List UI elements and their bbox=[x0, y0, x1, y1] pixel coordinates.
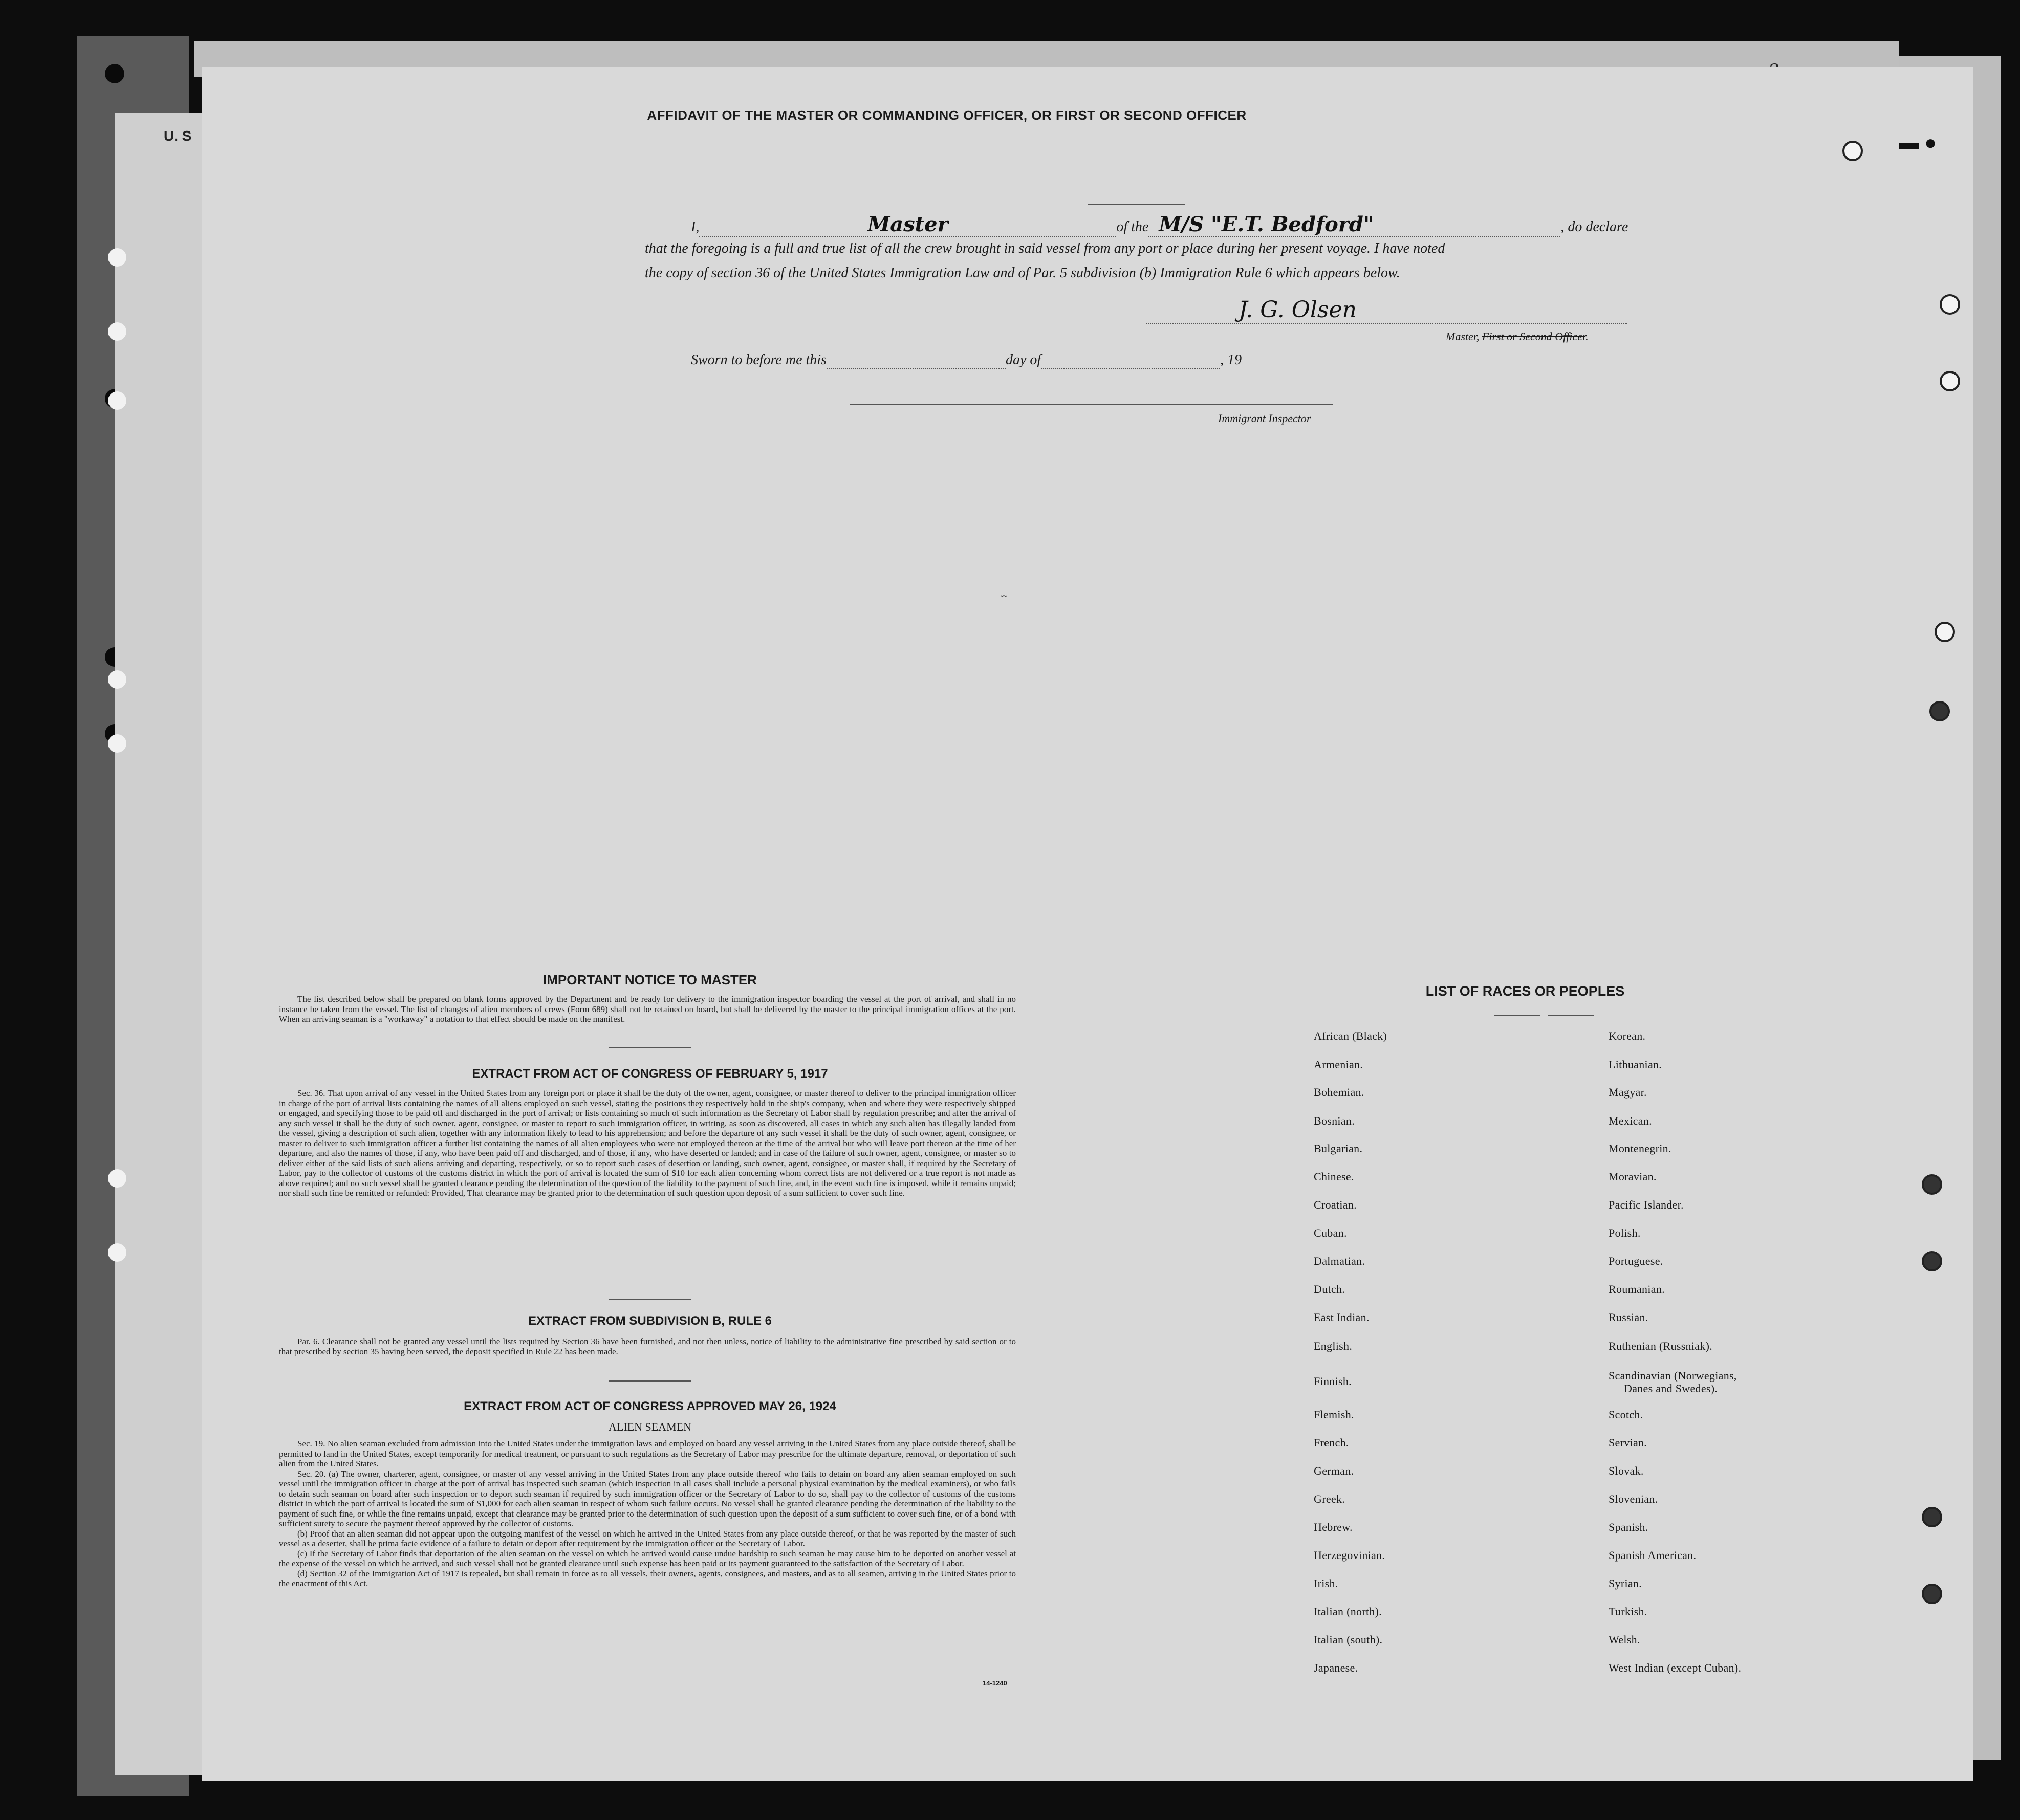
extract-rule6-title: EXTRACT FROM SUBDIVISION B, RULE 6 bbox=[528, 1314, 772, 1328]
declaration-prefix: I, bbox=[691, 219, 700, 235]
left-edge-mark: U. S bbox=[164, 128, 192, 144]
divider bbox=[1548, 1015, 1594, 1016]
signature-title-master: Master, bbox=[1446, 330, 1480, 343]
extract-1924-text bbox=[279, 1439, 1016, 1589]
punch-hole bbox=[1940, 371, 1960, 391]
punch-hole bbox=[108, 670, 126, 689]
race-item: Scotch. bbox=[1609, 1408, 1643, 1421]
punch-hole bbox=[1842, 141, 1863, 161]
signature-title: Master, First or Second Officer. bbox=[1446, 330, 1589, 343]
race-item: Pacific Islander. bbox=[1609, 1198, 1684, 1211]
extract-rule6-paragraph: Par. 6. Clearance shall not be granted any vessel until the lists required by Section 36 have been furnished, and not then unless, notice of liability to the administrative fine prescribed by said section or to that prescribed by section 35 having been served, the deposit specified in Rule 22 has been made. bbox=[279, 1336, 1016, 1356]
race-item: Welsh. bbox=[1609, 1633, 1640, 1646]
master-signature: J. G. Olsen bbox=[1239, 297, 1357, 323]
race-item: Bulgarian. bbox=[1314, 1142, 1363, 1155]
race-item: Montenegrin. bbox=[1609, 1142, 1671, 1155]
race-item: Croatian. bbox=[1314, 1198, 1357, 1211]
race-item: Bohemian. bbox=[1314, 1086, 1364, 1099]
extract-1917-paragraph: Sec. 36. That upon arrival of any vessel in the United States from any foreign port or place it shall be the duty of the owner, agent, consignee, or master thereof to deliver to the principal immigration officer in charge of the port of arrival lists containing the names of all aliens employed on such vessel, stating the positions they respectively hold in the ship's company, when and where they were respectively shipped or engaged, and specifying those to be paid off and discharged in the port of arrival; or lists containing so much of such information as the Secretary of Labor shall by regulation prescribe; and after the arrival of any such vessel it shall be the duty of such owner, agent, consignee, or master to report to such immigration officer, in writing, as soon as discovered, all cases in which any such alien has illegally landed from the vessel, giving a description of such alien, together with any information likely to lead to his apprehension; and before the departure of any such vessel it shall be the duty of such owner, agent, consignee, or master to deliver to such immigration officer a further list containing the names of all alien employees who were not employed thereon at the time of the arrival but who will leave port thereon at the time of her departure, and also the names of those, if any, who have been paid off and discharged, and of those, if any, who have deserted or landed; and in case of the failure of such owner, agent, consignee, or master so to deliver either of the said lists of such aliens arriving and departing, respectively, or so to report such cases of desertion or landing, such owner, agent, consignee, or master shall, if required by the Secretary of Labor, pay to the collector of customs of the customs district in which the port of arrival is located the sum of $10 for each alien concerning whom correct lists are not delivered or a true report is not made as above required; and no such vessel shall be granted clearance pending the determination of the question of the liability to the payment of such fine, and, in the event such fine is imposed, while it remains unpaid; nor shall such fine be remitted or refunded: Provided, That clearance may be granted prior to the determination of such question upon deposit of a sum sufficient to cover such fine. bbox=[279, 1088, 1016, 1198]
extract-1924-paragraph: Sec. 19. No alien seaman excluded from admission into the United States under the immigration laws and employed on board any vessel arriving in the United States from any place outside thereof, shall be permitted to land in the United States, except temporarily for medical treatment, or pursuant to such regulations as the Secretary of Labor may prescribe for the ultimate departure, removal, or deportation of such alien from the United States. bbox=[279, 1439, 1016, 1468]
form-number: 14-1240 bbox=[983, 1679, 1007, 1687]
signature-title-struck: First or Second Officer bbox=[1482, 330, 1586, 343]
declaration-suffix: , do declare bbox=[1560, 219, 1628, 235]
of-the-label: of the bbox=[1116, 219, 1149, 235]
sworn-year-label: , 19 bbox=[1220, 352, 1242, 368]
punch-hole bbox=[1940, 294, 1960, 315]
races-title: LIST OF RACES OR PEOPLES bbox=[1425, 983, 1625, 999]
race-item: Roumanian. bbox=[1609, 1283, 1665, 1296]
race-item: Flemish. bbox=[1314, 1408, 1354, 1421]
race-item: Turkish. bbox=[1609, 1605, 1647, 1618]
affidavit-title: AFFIDAVIT OF THE MASTER OR COMMANDING OFFICER, OR FIRST OR SECOND OFFICER bbox=[647, 107, 1247, 123]
race-item: Finnish. bbox=[1314, 1375, 1352, 1388]
race-item: Herzegovinian. bbox=[1314, 1549, 1385, 1562]
divider bbox=[609, 1047, 691, 1048]
punch-hole bbox=[108, 734, 126, 753]
divider bbox=[1088, 204, 1185, 205]
extract-1924-paragraph: (b) Proof that an alien seaman did not appear upon the outgoing manifest of the vessel on which he arrived in the United States from any place outside thereof, or that he was reported by the master of such vessel as a deserter, shall be prima facie evidence of a failure to detain or deport after requirement by the immigration officer or the Secretary of Labor. bbox=[279, 1528, 1016, 1548]
race-item: Syrian. bbox=[1609, 1577, 1642, 1590]
race-item: Portuguese. bbox=[1609, 1255, 1663, 1267]
ink-mark: ▬ ● bbox=[1899, 131, 1937, 154]
punch-hole bbox=[1922, 1584, 1942, 1604]
race-item: Spanish. bbox=[1609, 1521, 1648, 1533]
race-item: Greek. bbox=[1314, 1493, 1345, 1505]
race-item: Cuban. bbox=[1314, 1226, 1347, 1239]
race-item: English. bbox=[1314, 1340, 1353, 1352]
extract-1924-subtitle: ALIEN SEAMEN bbox=[609, 1420, 691, 1433]
punch-hole bbox=[1929, 701, 1950, 721]
extract-1917-text bbox=[279, 1088, 1016, 1198]
divider bbox=[609, 1380, 691, 1382]
inspector-label: Immigrant Inspector bbox=[1218, 412, 1311, 425]
race-item: Ruthenian (Russniak). bbox=[1609, 1340, 1713, 1352]
race-item: Bosnian. bbox=[1314, 1114, 1355, 1127]
race-item: Polish. bbox=[1609, 1226, 1641, 1239]
sworn-day-label: day of bbox=[1005, 352, 1041, 368]
punch-hole bbox=[108, 391, 126, 410]
race-item: Japanese. bbox=[1314, 1661, 1358, 1674]
sworn-line bbox=[691, 352, 1242, 369]
race-item: Dutch. bbox=[1314, 1283, 1345, 1296]
race-item: Magyar. bbox=[1609, 1086, 1647, 1099]
race-item: Armenian. bbox=[1314, 1058, 1363, 1071]
extract-1924-paragraph: (d) Section 32 of the Immigration Act of 1917 is repealed, but shall remain in force as to all vessels, their owners, agents, consignees, and masters, and as to all seamen, arriving in the United States prior to the enactment of this Act. bbox=[279, 1568, 1016, 1588]
race-item: Slovak. bbox=[1609, 1464, 1644, 1477]
race-item: Russian. bbox=[1609, 1311, 1648, 1324]
race-item: Dalmatian. bbox=[1314, 1255, 1365, 1267]
extract-1917-title: EXTRACT FROM ACT OF CONGRESS OF FEBRUARY 5, 1917 bbox=[472, 1067, 828, 1081]
notice-paragraph: The list described below shall be prepared on blank forms approved by the Department and be ready for delivery to the immigration inspector boarding the vessel at the port of arrival, and shall in no instance be taken from the vessel. The list of changes of alien members of crews (Form 689) shall not be retained on board, but shall be delivered by the master to the principal immigration offices at the port. When an arriving seaman is a "workaway" a notation to that effect should be made on the manifest. bbox=[279, 994, 1016, 1024]
punch-hole bbox=[1935, 622, 1955, 642]
punch-hole bbox=[108, 248, 126, 267]
extract-rule6-text bbox=[279, 1336, 1016, 1356]
race-item: Scandinavian (Norwegians, bbox=[1609, 1369, 1737, 1382]
punch-hole bbox=[108, 1169, 126, 1188]
binder-hole bbox=[105, 64, 124, 83]
sworn-prefix: Sworn to before me this bbox=[691, 352, 827, 368]
punch-hole bbox=[1922, 1507, 1942, 1527]
race-item: Lithuanian. bbox=[1609, 1058, 1662, 1071]
race-item: Irish. bbox=[1314, 1577, 1338, 1590]
declarant-name: Master bbox=[867, 212, 948, 236]
race-item: African (Black) bbox=[1314, 1029, 1387, 1042]
race-item: Slovenian. bbox=[1609, 1493, 1658, 1505]
divider bbox=[609, 1299, 691, 1300]
race-item: Moravian. bbox=[1609, 1170, 1657, 1183]
race-item: Chinese. bbox=[1314, 1170, 1354, 1183]
race-item: Hebrew. bbox=[1314, 1521, 1353, 1533]
declaration-line-2: that the foregoing is a full and true list of all the crew brought in said vessel from any port or place during her present voyage. I have noted bbox=[645, 240, 1445, 256]
race-item: Italian (north). bbox=[1314, 1605, 1382, 1618]
signature-line bbox=[1146, 323, 1627, 324]
race-item: Danes and Swedes). bbox=[1624, 1382, 1718, 1395]
extract-1924-title: EXTRACT FROM ACT OF CONGRESS APPROVED MAY 26, 1924 bbox=[464, 1399, 836, 1413]
punch-hole bbox=[1922, 1174, 1942, 1195]
extract-1924-paragraph: (c) If the Secretary of Labor finds that deportation of the alien seaman on the vessel on which he arrived would cause undue hardship to such seaman he may cause him to be deported on another vessel at the expense of the vessel on which he arrived, and such vessel shall not be granted clearance until such expense has been paid or its payment guaranteed to the satisfaction of the Secretary of Labor. bbox=[279, 1548, 1016, 1568]
declaration-line-3: the copy of section 36 of the United States Immigration Law and of Par. 5 subdivision (b) Immigration Rule 6 which appears below. bbox=[645, 265, 1400, 281]
race-item: Mexican. bbox=[1609, 1114, 1652, 1127]
race-item: Spanish American. bbox=[1609, 1549, 1697, 1562]
notice-title: IMPORTANT NOTICE TO MASTER bbox=[543, 972, 757, 988]
notice-text bbox=[279, 994, 1016, 1024]
vessel-name: M/S "E.T. Bedford" bbox=[1159, 212, 1374, 236]
inspector-signature-line bbox=[850, 404, 1333, 405]
race-item: Korean. bbox=[1609, 1029, 1646, 1042]
race-item: French. bbox=[1314, 1436, 1349, 1449]
punch-hole bbox=[1922, 1251, 1942, 1271]
race-item: West Indian (except Cuban). bbox=[1609, 1661, 1742, 1674]
declaration-line-1 bbox=[691, 212, 1628, 237]
race-item: Italian (south). bbox=[1314, 1633, 1383, 1646]
race-item: Servian. bbox=[1609, 1436, 1647, 1449]
punch-hole bbox=[108, 322, 126, 341]
extract-1924-paragraph: Sec. 20. (a) The owner, charterer, agent, consignee, or master of any vessel arriving in the United States from any place outside thereof who fails to detain on board any alien seaman employed on such vessel until the immigration officer in charge at the port of arrival has inspected such seaman (which inspection in all cases shall include a personal physical examination by the medical examiners), or who fails to detain such seaman on board after such inspection or to deport such seaman if required by such immigration officer or the Secretary of Labor to do so, shall pay to the collector of customs of the customs district in which the port of arrival is located the sum of $1,000 for each alien seaman in respect of whom such failure occurs. No vessel shall be granted clearance pending the determination of the liability to the payment of such fine, or while the fine remains unpaid, except that clearance may be granted prior to the determination of such question upon the deposit of a sum sufficient to cover such fine, or of a bond with sufficient surety to secure the payment thereof approved by the collector of customs. bbox=[279, 1468, 1016, 1528]
race-item: German. bbox=[1314, 1464, 1354, 1477]
divider bbox=[1494, 1015, 1540, 1016]
stray-mark: ˘˘ bbox=[1001, 594, 1008, 605]
race-item: East Indian. bbox=[1314, 1311, 1370, 1324]
punch-hole bbox=[108, 1243, 126, 1262]
